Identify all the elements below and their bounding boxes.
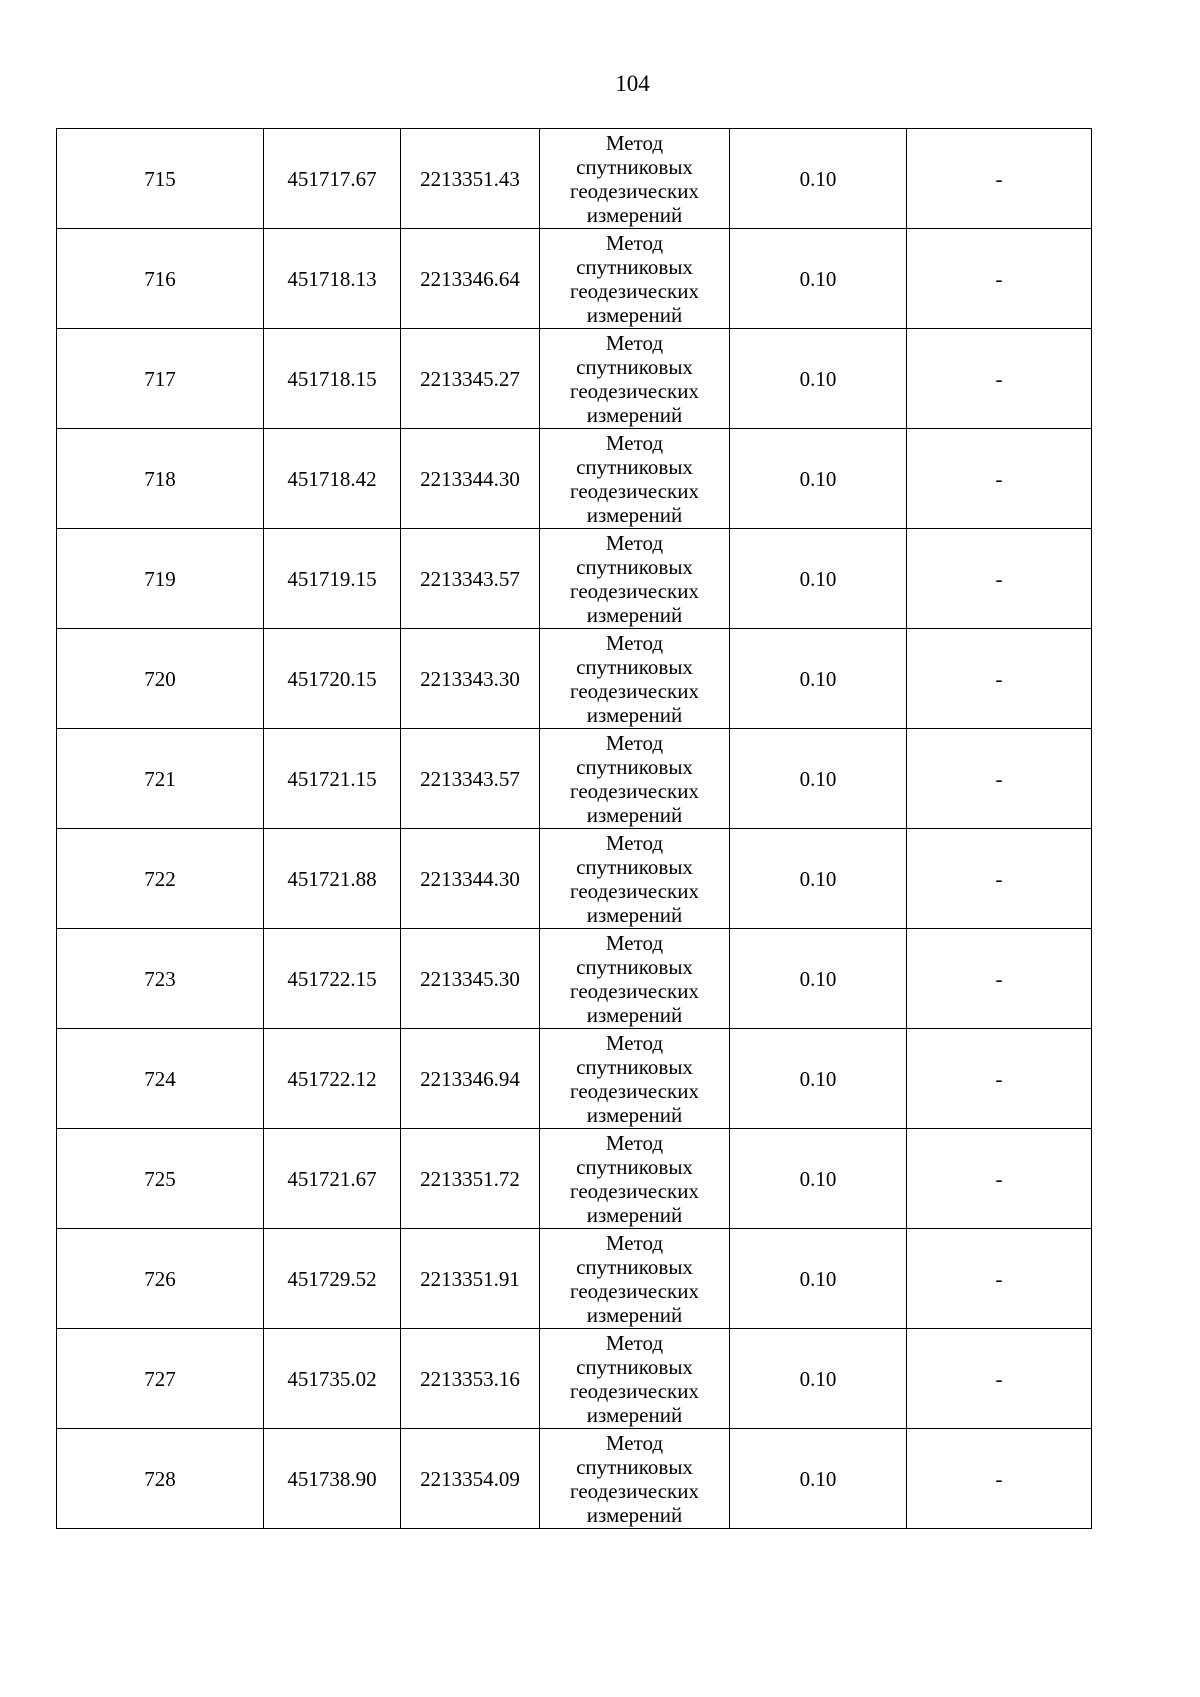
table-row [57, 1329, 1092, 1429]
note-cell: - [907, 329, 1092, 429]
coordinates-table-body [57, 129, 1092, 1529]
point-number-cell: 725 [57, 1129, 264, 1229]
table-row [57, 629, 1092, 729]
page-number: 104 [615, 71, 650, 96]
accuracy-cell: 0.10 [730, 729, 907, 829]
table-row [57, 1029, 1092, 1129]
point-number-cell: 719 [57, 529, 264, 629]
point-number-cell: 718 [57, 429, 264, 529]
table-row [57, 929, 1092, 1029]
note-cell: - [907, 1329, 1092, 1429]
accuracy-cell: 0.10 [730, 1029, 907, 1129]
x-coordinate-cell: 451717.67 [264, 129, 401, 229]
x-coordinate-cell: 451721.88 [264, 829, 401, 929]
y-coordinate-cell: 2213343.57 [401, 729, 540, 829]
point-number-cell: 722 [57, 829, 264, 929]
y-coordinate-cell: 2213351.43 [401, 129, 540, 229]
method-text: Метод спутниковых геодезических измерений [569, 230, 699, 327]
method-text: Метод спутниковых геодезических измерений [569, 1030, 699, 1127]
note-cell: - [907, 129, 1092, 229]
method-cell [540, 729, 730, 829]
table-row [57, 1129, 1092, 1229]
method-text: Метод спутниковых геодезических измерений [569, 1130, 699, 1227]
accuracy-cell: 0.10 [730, 429, 907, 529]
point-number-cell: 715 [57, 129, 264, 229]
x-coordinate-cell: 451721.15 [264, 729, 401, 829]
accuracy-cell: 0.10 [730, 1229, 907, 1329]
point-number-cell: 723 [57, 929, 264, 1029]
y-coordinate-cell: 2213344.30 [401, 429, 540, 529]
table-row [57, 129, 1092, 229]
table-row [57, 529, 1092, 629]
table-row [57, 1429, 1092, 1529]
note-cell: - [907, 629, 1092, 729]
point-number-cell: 717 [57, 329, 264, 429]
note-cell: - [907, 1029, 1092, 1129]
accuracy-cell: 0.10 [730, 1429, 907, 1529]
table-row [57, 1229, 1092, 1329]
y-coordinate-cell: 2213345.30 [401, 929, 540, 1029]
method-cell [540, 429, 730, 529]
y-coordinate-cell: 2213346.64 [401, 229, 540, 329]
point-number-cell: 716 [57, 229, 264, 329]
point-number-cell: 720 [57, 629, 264, 729]
method-text: Метод спутниковых геодезических измерений [569, 1330, 699, 1427]
method-text: Метод спутниковых геодезических измерений [569, 1230, 699, 1327]
method-text: Метод спутниковых геодезических измерений [569, 1430, 699, 1527]
note-cell: - [907, 529, 1092, 629]
x-coordinate-cell: 451718.42 [264, 429, 401, 529]
note-cell: - [907, 1129, 1092, 1229]
method-cell [540, 529, 730, 629]
x-coordinate-cell: 451729.52 [264, 1229, 401, 1329]
x-coordinate-cell: 451720.15 [264, 629, 401, 729]
point-number-cell: 728 [57, 1429, 264, 1529]
accuracy-cell: 0.10 [730, 929, 907, 1029]
method-cell [540, 1329, 730, 1429]
method-text: Метод спутниковых геодезических измерений [569, 130, 699, 227]
y-coordinate-cell: 2213343.57 [401, 529, 540, 629]
method-text: Метод спутниковых геодезических измерений [569, 730, 699, 827]
note-cell: - [907, 1429, 1092, 1529]
method-cell [540, 229, 730, 329]
y-coordinate-cell: 2213344.30 [401, 829, 540, 929]
accuracy-cell: 0.10 [730, 629, 907, 729]
method-text: Метод спутниковых геодезических измерений [569, 530, 699, 627]
method-cell [540, 629, 730, 729]
accuracy-cell: 0.10 [730, 529, 907, 629]
note-cell: - [907, 429, 1092, 529]
accuracy-cell: 0.10 [730, 829, 907, 929]
y-coordinate-cell: 2213353.16 [401, 1329, 540, 1429]
point-number-cell: 726 [57, 1229, 264, 1329]
method-cell [540, 129, 730, 229]
method-text: Метод спутниковых геодезических измерений [569, 430, 699, 527]
x-coordinate-cell: 451718.15 [264, 329, 401, 429]
coordinates-table [56, 128, 1092, 1529]
y-coordinate-cell: 2213343.30 [401, 629, 540, 729]
method-cell [540, 1429, 730, 1529]
note-cell: - [907, 229, 1092, 329]
method-text: Метод спутниковых геодезических измерений [569, 930, 699, 1027]
table-row [57, 429, 1092, 529]
x-coordinate-cell: 451735.02 [264, 1329, 401, 1429]
method-text: Метод спутниковых геодезических измерений [569, 830, 699, 927]
accuracy-cell: 0.10 [730, 129, 907, 229]
table-row [57, 229, 1092, 329]
method-cell [540, 1029, 730, 1129]
note-cell: - [907, 1229, 1092, 1329]
x-coordinate-cell: 451722.15 [264, 929, 401, 1029]
point-number-cell: 721 [57, 729, 264, 829]
method-text: Метод спутниковых геодезических измерений [569, 630, 699, 727]
accuracy-cell: 0.10 [730, 1329, 907, 1429]
y-coordinate-cell: 2213346.94 [401, 1029, 540, 1129]
x-coordinate-cell: 451721.67 [264, 1129, 401, 1229]
accuracy-cell: 0.10 [730, 229, 907, 329]
y-coordinate-cell: 2213345.27 [401, 329, 540, 429]
note-cell: - [907, 829, 1092, 929]
method-cell [540, 329, 730, 429]
accuracy-cell: 0.10 [730, 1129, 907, 1229]
table-row [57, 729, 1092, 829]
x-coordinate-cell: 451738.90 [264, 1429, 401, 1529]
method-cell [540, 829, 730, 929]
note-cell: - [907, 929, 1092, 1029]
x-coordinate-cell: 451719.15 [264, 529, 401, 629]
y-coordinate-cell: 2213351.91 [401, 1229, 540, 1329]
x-coordinate-cell: 451722.12 [264, 1029, 401, 1129]
accuracy-cell: 0.10 [730, 329, 907, 429]
x-coordinate-cell: 451718.13 [264, 229, 401, 329]
y-coordinate-cell: 2213354.09 [401, 1429, 540, 1529]
method-cell [540, 1229, 730, 1329]
method-cell [540, 1129, 730, 1229]
point-number-cell: 724 [57, 1029, 264, 1129]
method-cell [540, 929, 730, 1029]
point-number-cell: 727 [57, 1329, 264, 1429]
table-row [57, 329, 1092, 429]
note-cell: - [907, 729, 1092, 829]
table-row [57, 829, 1092, 929]
method-text: Метод спутниковых геодезических измерений [569, 330, 699, 427]
y-coordinate-cell: 2213351.72 [401, 1129, 540, 1229]
